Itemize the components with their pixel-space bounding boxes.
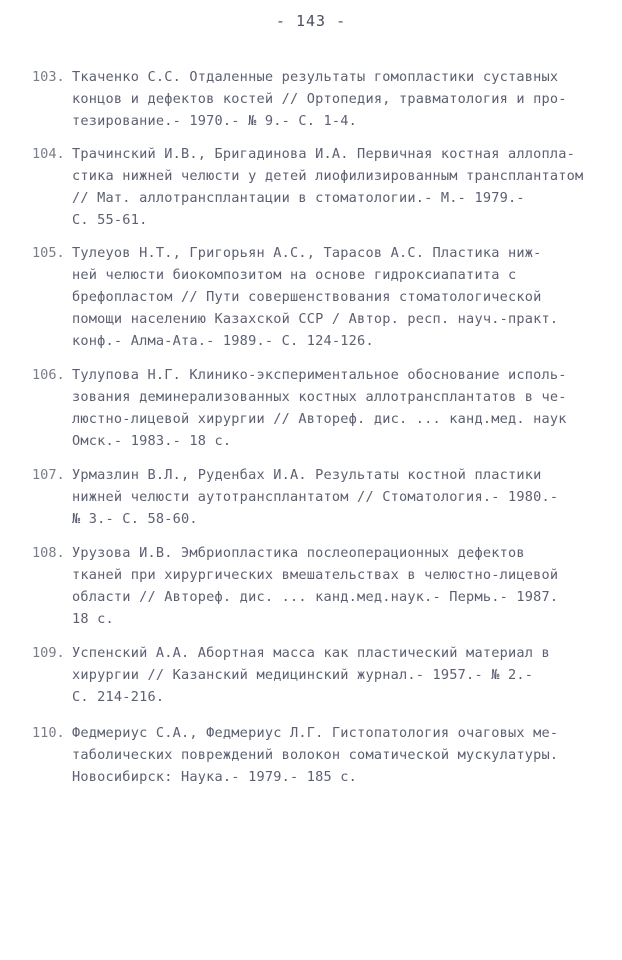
reference-text [72, 464, 602, 530]
reference-line: С. 55-61. [72, 212, 148, 228]
reference-number: 106. [32, 367, 65, 383]
reference-number: 104. [32, 146, 65, 162]
reference-number: 108. [32, 545, 65, 561]
reference-line: Трачинский И.В., Бригадинова И.А. Первичная костная аллопла- [72, 146, 576, 162]
reference-line: Новосибирск: Наука.- 1979.- 185 с. [72, 769, 358, 785]
reference-line: конф.- Алма-Ата.- 1989.- С. 124-126. [72, 333, 374, 349]
reference-number: 103. [32, 69, 65, 85]
reference-entry [32, 722, 602, 788]
reference-line: Урмазлин В.Л., Руденбах И.А. Результаты костной пластики [72, 467, 542, 483]
reference-line: Успенский А.А. Абортная масса как пластический материал в [72, 645, 550, 661]
reference-line: люстно-лицевой хирургии // Автореф. дис. ... канд.мед. наук [72, 411, 567, 427]
reference-line: тканей при хирургических вмешательствах в челюстно-лицевой [72, 567, 559, 583]
reference-line: зования деминерализованных костных аллотрансплантатов в че- [72, 389, 567, 405]
reference-line: Тулеуов Н.Т., Григорьян А.С., Тарасов А.С. Пластика ниж- [72, 245, 542, 261]
reference-line: таболических повреждений волокон соматической мускулатуры. [72, 747, 559, 763]
reference-line: концов и дефектов костей // Ортопедия, травматология и про- [72, 91, 567, 107]
reference-line: Федмериус С.А., Федмериус Л.Г. Гистопатология очаговых ме- [72, 725, 559, 741]
reference-text [72, 364, 602, 452]
page-number: - 143 - [275, 12, 347, 30]
reference-number: 109. [32, 645, 65, 661]
reference-line: тезирование.- 1970.- № 9.- С. 1-4. [72, 113, 358, 129]
reference-line: области // Автореф. дис. ... канд.мед.наук.- Пермь.- 1987. [72, 589, 559, 605]
reference-entry [32, 464, 602, 530]
reference-line: хирургии // Казанский медицинский журнал.- 1957.- № 2.- [72, 667, 534, 683]
reference-line: Омск.- 1983.- 18 с. [72, 433, 232, 449]
reference-line: брефопластом // Пути совершенствования стоматологической [72, 289, 542, 305]
reference-number: 105. [32, 245, 65, 261]
reference-number: 107. [32, 467, 65, 483]
reference-line: стика нижней челюсти у детей лиофилизированным трансплантатом [72, 168, 584, 184]
reference-text [72, 66, 602, 132]
reference-text [72, 242, 602, 352]
reference-line: помощи населению Казахской ССР / Автор. респ. науч.-практ. [72, 311, 559, 327]
reference-line: Урузова И.В. Эмбриопластика послеоперационных дефектов [72, 545, 525, 561]
reference-entry [32, 542, 602, 630]
reference-entry [32, 242, 602, 352]
reference-line: // Мат. аллотрансплантации в стоматологии.- М.- 1979.- [72, 190, 525, 206]
reference-entry [32, 143, 602, 231]
reference-list [32, 66, 602, 788]
reference-text [72, 722, 602, 788]
reference-entry [32, 66, 602, 132]
reference-line: С. 214-216. [72, 689, 165, 705]
reference-line: ней челюсти биокомпозитом на основе гидроксиапатита с [72, 267, 517, 283]
reference-line: № 3.- С. 58-60. [72, 511, 198, 527]
reference-line: Ткаченко С.С. Отдаленные результаты гомопластики суставных [72, 69, 559, 85]
reference-text [72, 143, 602, 231]
reference-number: 110. [32, 725, 65, 741]
reference-line: нижней челюсти аутотрансплантатом // Стоматология.- 1980.- [72, 489, 559, 505]
reference-text [72, 642, 602, 708]
reference-entry [32, 364, 602, 452]
reference-line: 18 с. [72, 611, 114, 627]
reference-text [72, 542, 602, 630]
reference-entry [32, 642, 602, 708]
reference-line: Тулупова Н.Г. Клинико-экспериментальное обоснование исполь- [72, 367, 567, 383]
